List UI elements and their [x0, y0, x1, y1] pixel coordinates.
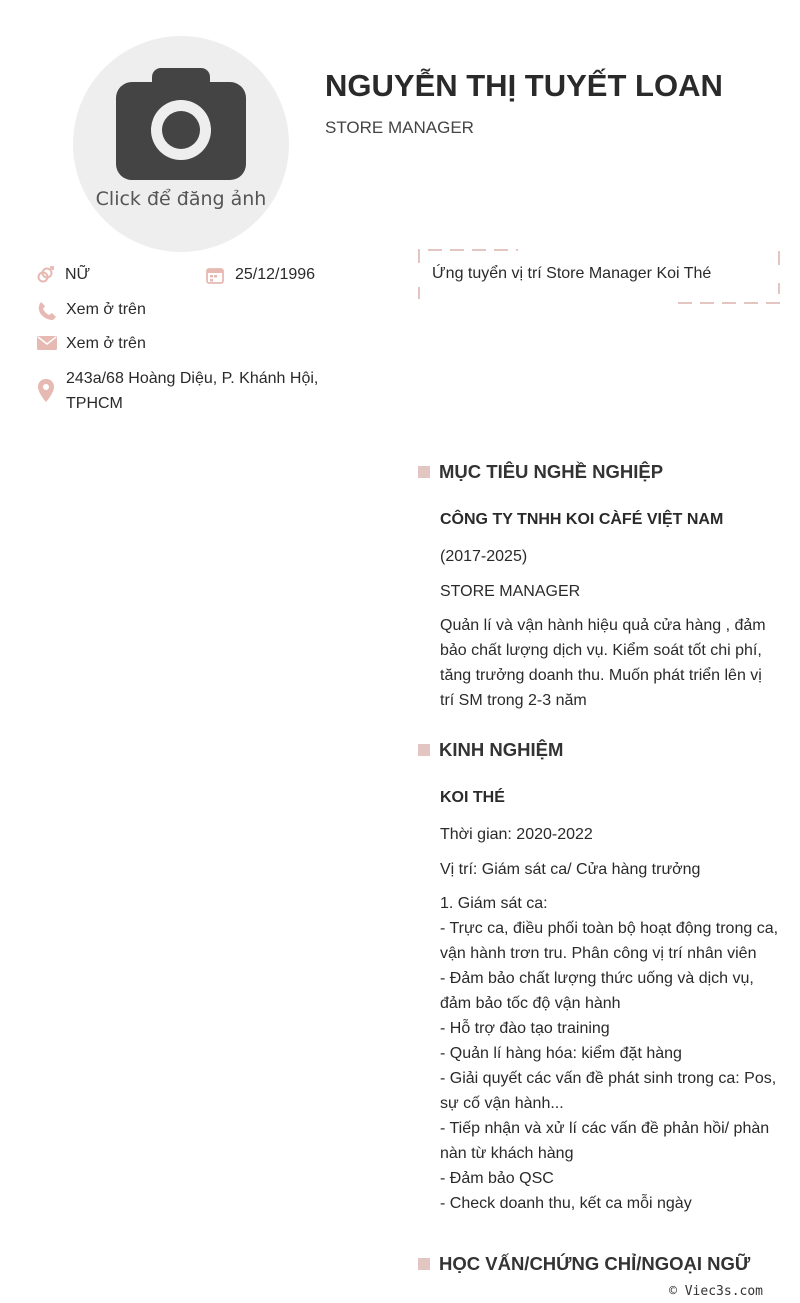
candidate-job-title[interactable]: STORE MANAGER: [325, 118, 474, 137]
email-value: Xem ở trên: [66, 335, 146, 352]
phone-icon: [37, 301, 57, 321]
phone-value: Xem ở trên: [66, 301, 146, 318]
candidate-name[interactable]: NGUYỄN THỊ TUYẾT LOAN: [325, 68, 723, 103]
career-goal-company[interactable]: CÔNG TY TNHH KOI CÀFÉ VIỆT NAM: [440, 511, 724, 528]
experience-duties[interactable]: 1. Giám sát ca: - Trực ca, điều phối toàn bộ hoạt động trong ca, vận hành trơn tru. Phân công vị trí nhân viên - Đảm bảo chất lượng thức uống và dịch vụ, đảm bảo tốc độ vận hành - Hỗ trợ đào tạo training - Quản lí hàng hóa: kiểm đặt hàng - Giải quyết các vấn đề phát sinh trong ca: Pos, sự cố vận hành... - Tiếp nhận và xử lí các vấn đề phản hồi/ phàn nàn từ khách hàng - Đảm bảo QSC - Check doanh thu, kết ca mỗi ngày: [440, 895, 779, 1212]
dob-field[interactable]: [235, 262, 315, 287]
gender-value: NỮ: [65, 266, 91, 283]
address-value: 243a/68 Hoàng Diệu, P. Khánh Hội, TPHCM: [66, 370, 319, 412]
section-career-goal-title[interactable]: MỤC TIÊU NGHỀ NGHIỆP: [418, 461, 663, 483]
address-field[interactable]: [66, 366, 356, 416]
watermark: © Viec3s.com: [669, 1284, 763, 1299]
objective-note-text: Ứng tuyển vị trí Store Manager Koi Thé: [432, 265, 712, 282]
avatar-caption: Click để đăng ảnh: [95, 188, 267, 210]
avatar-upload[interactable]: [73, 36, 289, 252]
experience-time[interactable]: Thời gian: 2020-2022: [440, 826, 593, 843]
dashed-border: [418, 249, 780, 304]
email-icon: [37, 335, 57, 351]
experience-role[interactable]: Vị trí: Giám sát ca/ Cửa hàng trưởng: [440, 861, 701, 878]
experience-company[interactable]: KOI THÉ: [440, 789, 505, 806]
section-experience-title[interactable]: KINH NGHIỆM: [418, 739, 563, 761]
camera-icon: [116, 68, 246, 180]
gender-icon: [36, 266, 54, 284]
career-goal-period[interactable]: (2017-2025): [440, 548, 528, 565]
dob-value: 25/12/1996: [235, 266, 316, 283]
email-field[interactable]: [66, 331, 146, 356]
gender-field[interactable]: [65, 262, 90, 287]
location-pin-icon: [37, 379, 55, 403]
section-education-title[interactable]: HỌC VẤN/CHỨNG CHỈ/NGOẠI NGỮ: [418, 1253, 750, 1275]
career-goal-position[interactable]: STORE MANAGER: [440, 583, 581, 600]
career-goal-description[interactable]: Quản lí và vận hành hiệu quả cửa hàng , đảm bảo chất lượng dịch vụ. Kiểm soát tốt chi phí, tăng trưởng doanh thu. Muốn phát triển lên vị trí SM trong 2-3 năm: [440, 617, 766, 709]
calendar-icon: [206, 266, 224, 284]
phone-field[interactable]: [66, 297, 146, 322]
objective-note-box[interactable]: [418, 249, 780, 304]
